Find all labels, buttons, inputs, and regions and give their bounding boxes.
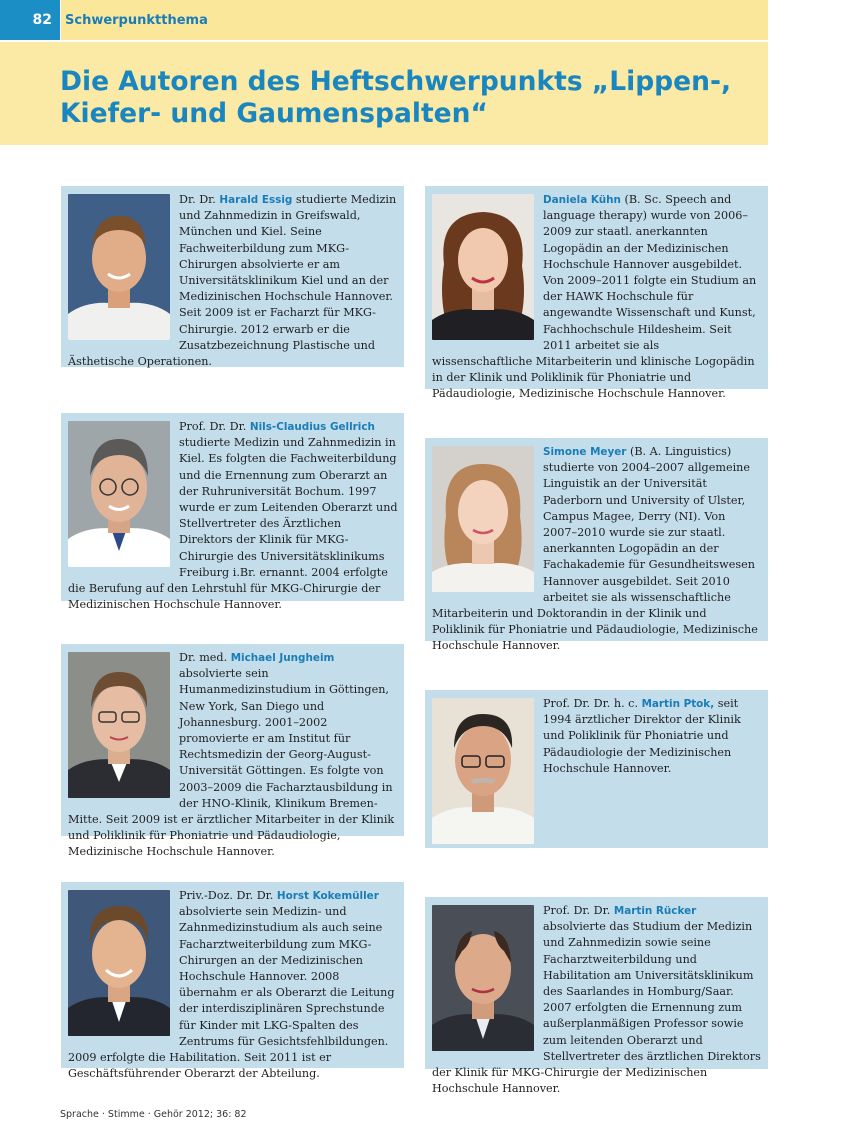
author-card — [425, 438, 768, 653]
author-bio: seit 1994 ärztlicher Direktor der Klinik und Poliklinik für Phoniatrie und Pädaudiologie der Medizinischen Hochschule Hannover. — [543, 697, 741, 775]
running-header — [0, 0, 768, 40]
author-prefix: Priv.-Doz. Dr. Dr. — [179, 889, 277, 902]
author-bio: absolvierte sein Humanmedizinstudium in Göttingen, New York, San Diego und Johannesburg. 2001–2002 promovierte er am Institut für Rechtsmedizin der Georg-August-Universität Göttingen. Es folgte von 2003–2009 die Facharztausbildung in der HNO-Klinik, Klinikum Bremen-Mitte. Seit 2009 ist er ärztlicher Mitarbeiter in der Klinik und Poliklinik für Phoniatrie und Pädaudiologie, Medizinische Hochschule Hannover. — [68, 667, 395, 859]
author-prefix: Prof. Dr. Dr. h. c. — [543, 697, 642, 710]
author-photo — [432, 446, 534, 592]
author-photo — [68, 194, 170, 340]
author-photo — [432, 698, 534, 844]
author-photo — [68, 421, 170, 567]
author-name: Simone Meyer — [543, 446, 627, 458]
author-photo — [68, 890, 170, 1036]
author-bio: studierte Medizin und Zahnmedizin in Greifswald, München und Kiel. Seine Fachweiterbildung zum MKG-Chirurgen absolvierte er am Universitätsklinikum Kiel und an der Medizinischen Hochschule Hannover. Seit 2009 ist er Facharzt für MKG-Chirurgie. 2012 erwarb er die Zusatzbezeichnung Plastische und Ästhetische Operationen. — [68, 193, 397, 369]
author-bio: (B. Sc. Speech and language therapy) wurde von 2006–2009 zur staatl. anerkannten Logopädin an der Medizinischen Hochschule Hannover ausgebildet. Von 2009–2011 folgte ein Studium an der HAWK Hochschule für angewandte Wissenschaft und Kunst, Fachhochschule Hildesheim. Seit 2011 arbeitet sie als wissenschaftliche Mitarbeiterin und klinische Logopädin in der Klinik und Poliklinik für Phoniatrie und Pädaudiologie, Medizinische Hochschule Hannover. — [432, 193, 757, 401]
author-card — [61, 413, 404, 612]
author-name: Harald Essig — [219, 194, 293, 206]
author-name: Martin Ptok, — [641, 698, 715, 710]
author-photo — [68, 652, 170, 798]
author-name: Nils-Claudius Gellrich — [249, 421, 375, 433]
author-card — [425, 897, 768, 1096]
author-bio: absolvierte das Studium der Medizin und Zahnmedizin sowie seine Facharztweiterbildung und Habilitation am Universitätsklinikum des Saarlandes in Homburg/Saar. 2007 erfolgten die Ernennung zum außerplanmäßigen Professor sowie zum leitenden Oberarzt und Stellvertreter des ärztlichen Direktors der Klinik für MKG-Chirurgie der Medizinischen Hochschule Hannover. — [432, 920, 761, 1096]
title-banner — [0, 42, 768, 145]
author-name: Michael Jungheim — [230, 652, 335, 664]
page-title: Die Autoren des Heftschwerpunkts „Lippen-, Kiefer- und Gaumenspalten“ — [60, 66, 732, 129]
author-name: Martin Rücker — [613, 905, 697, 917]
page-number: 82 — [0, 0, 60, 40]
author-prefix: Prof. Dr. Dr. — [179, 420, 250, 433]
author-photo — [432, 905, 534, 1051]
author-name: Daniela Kühn — [543, 194, 621, 206]
author-card — [425, 186, 768, 401]
author-name: Horst Kokemüller — [276, 890, 379, 902]
author-prefix: Dr. med. — [179, 651, 231, 664]
author-card — [61, 882, 404, 1081]
author-bio: studierte Medizin und Zahnmedizin in Kiel. Es folgten die Fachweiterbildung und die Ernennung zum Oberarzt an der Ruhruniversität Bochum. 1997 wurde er zum Leitenden Oberarzt und Stellvertreter des Ärztlichen Direktors der Klinik für MKG-Chirurgie des Universitätsklinikums Freiburg i.Br. ernannt. 2004 erfolgte die Berufung auf den Lehrstuhl für MKG-Chirurgie der Medizinischen Hochschule Hannover. — [68, 436, 398, 612]
author-card — [61, 186, 404, 367]
section-label: Schwerpunktthema — [61, 0, 768, 40]
citation-footer: Sprache · Stimme · Gehör 2012; 36: 82 — [60, 1109, 247, 1120]
author-card — [425, 690, 768, 848]
author-prefix: Prof. Dr. Dr. — [543, 904, 614, 917]
author-prefix: Dr. Dr. — [179, 193, 220, 206]
author-bio: absolvierte sein Medizin- und Zahnmedizinstudium als auch seine Facharztweiterbildung zum MKG-Chirurgen an der Medizinischen Hochschule Hannover. 2008 übernahm er als Oberarzt die Leitung der interdisziplinären Sprechstunde für Kinder mit LKG-Spalten des Zentrums für Gesichtsfehlbildungen. 2009 erfolgte die Habilitation. Seit 2011 ist er Geschäftsführender Oberarzt der Abteilung. — [68, 905, 395, 1081]
author-card — [61, 644, 404, 859]
author-photo — [432, 194, 534, 340]
author-bio: (B. A. Linguistics) studierte von 2004–2007 allgemeine Linguistik an der Universität Paderborn und University of Ulster, Campus Magee, Derry (NI). Von 2007–2010 wurde sie zur staatl. anerkannten Logopädin an der Fachakademie für Gesundheitswesen Hannover ausgebildet. Seit 2010 arbeitet sie als wissenschaftliche Mitarbeiterin und Doktorandin in der Klinik und Poliklinik für Phoniatrie und Pädaudiologie, Medizinische Hochschule Hannover. — [432, 445, 758, 653]
